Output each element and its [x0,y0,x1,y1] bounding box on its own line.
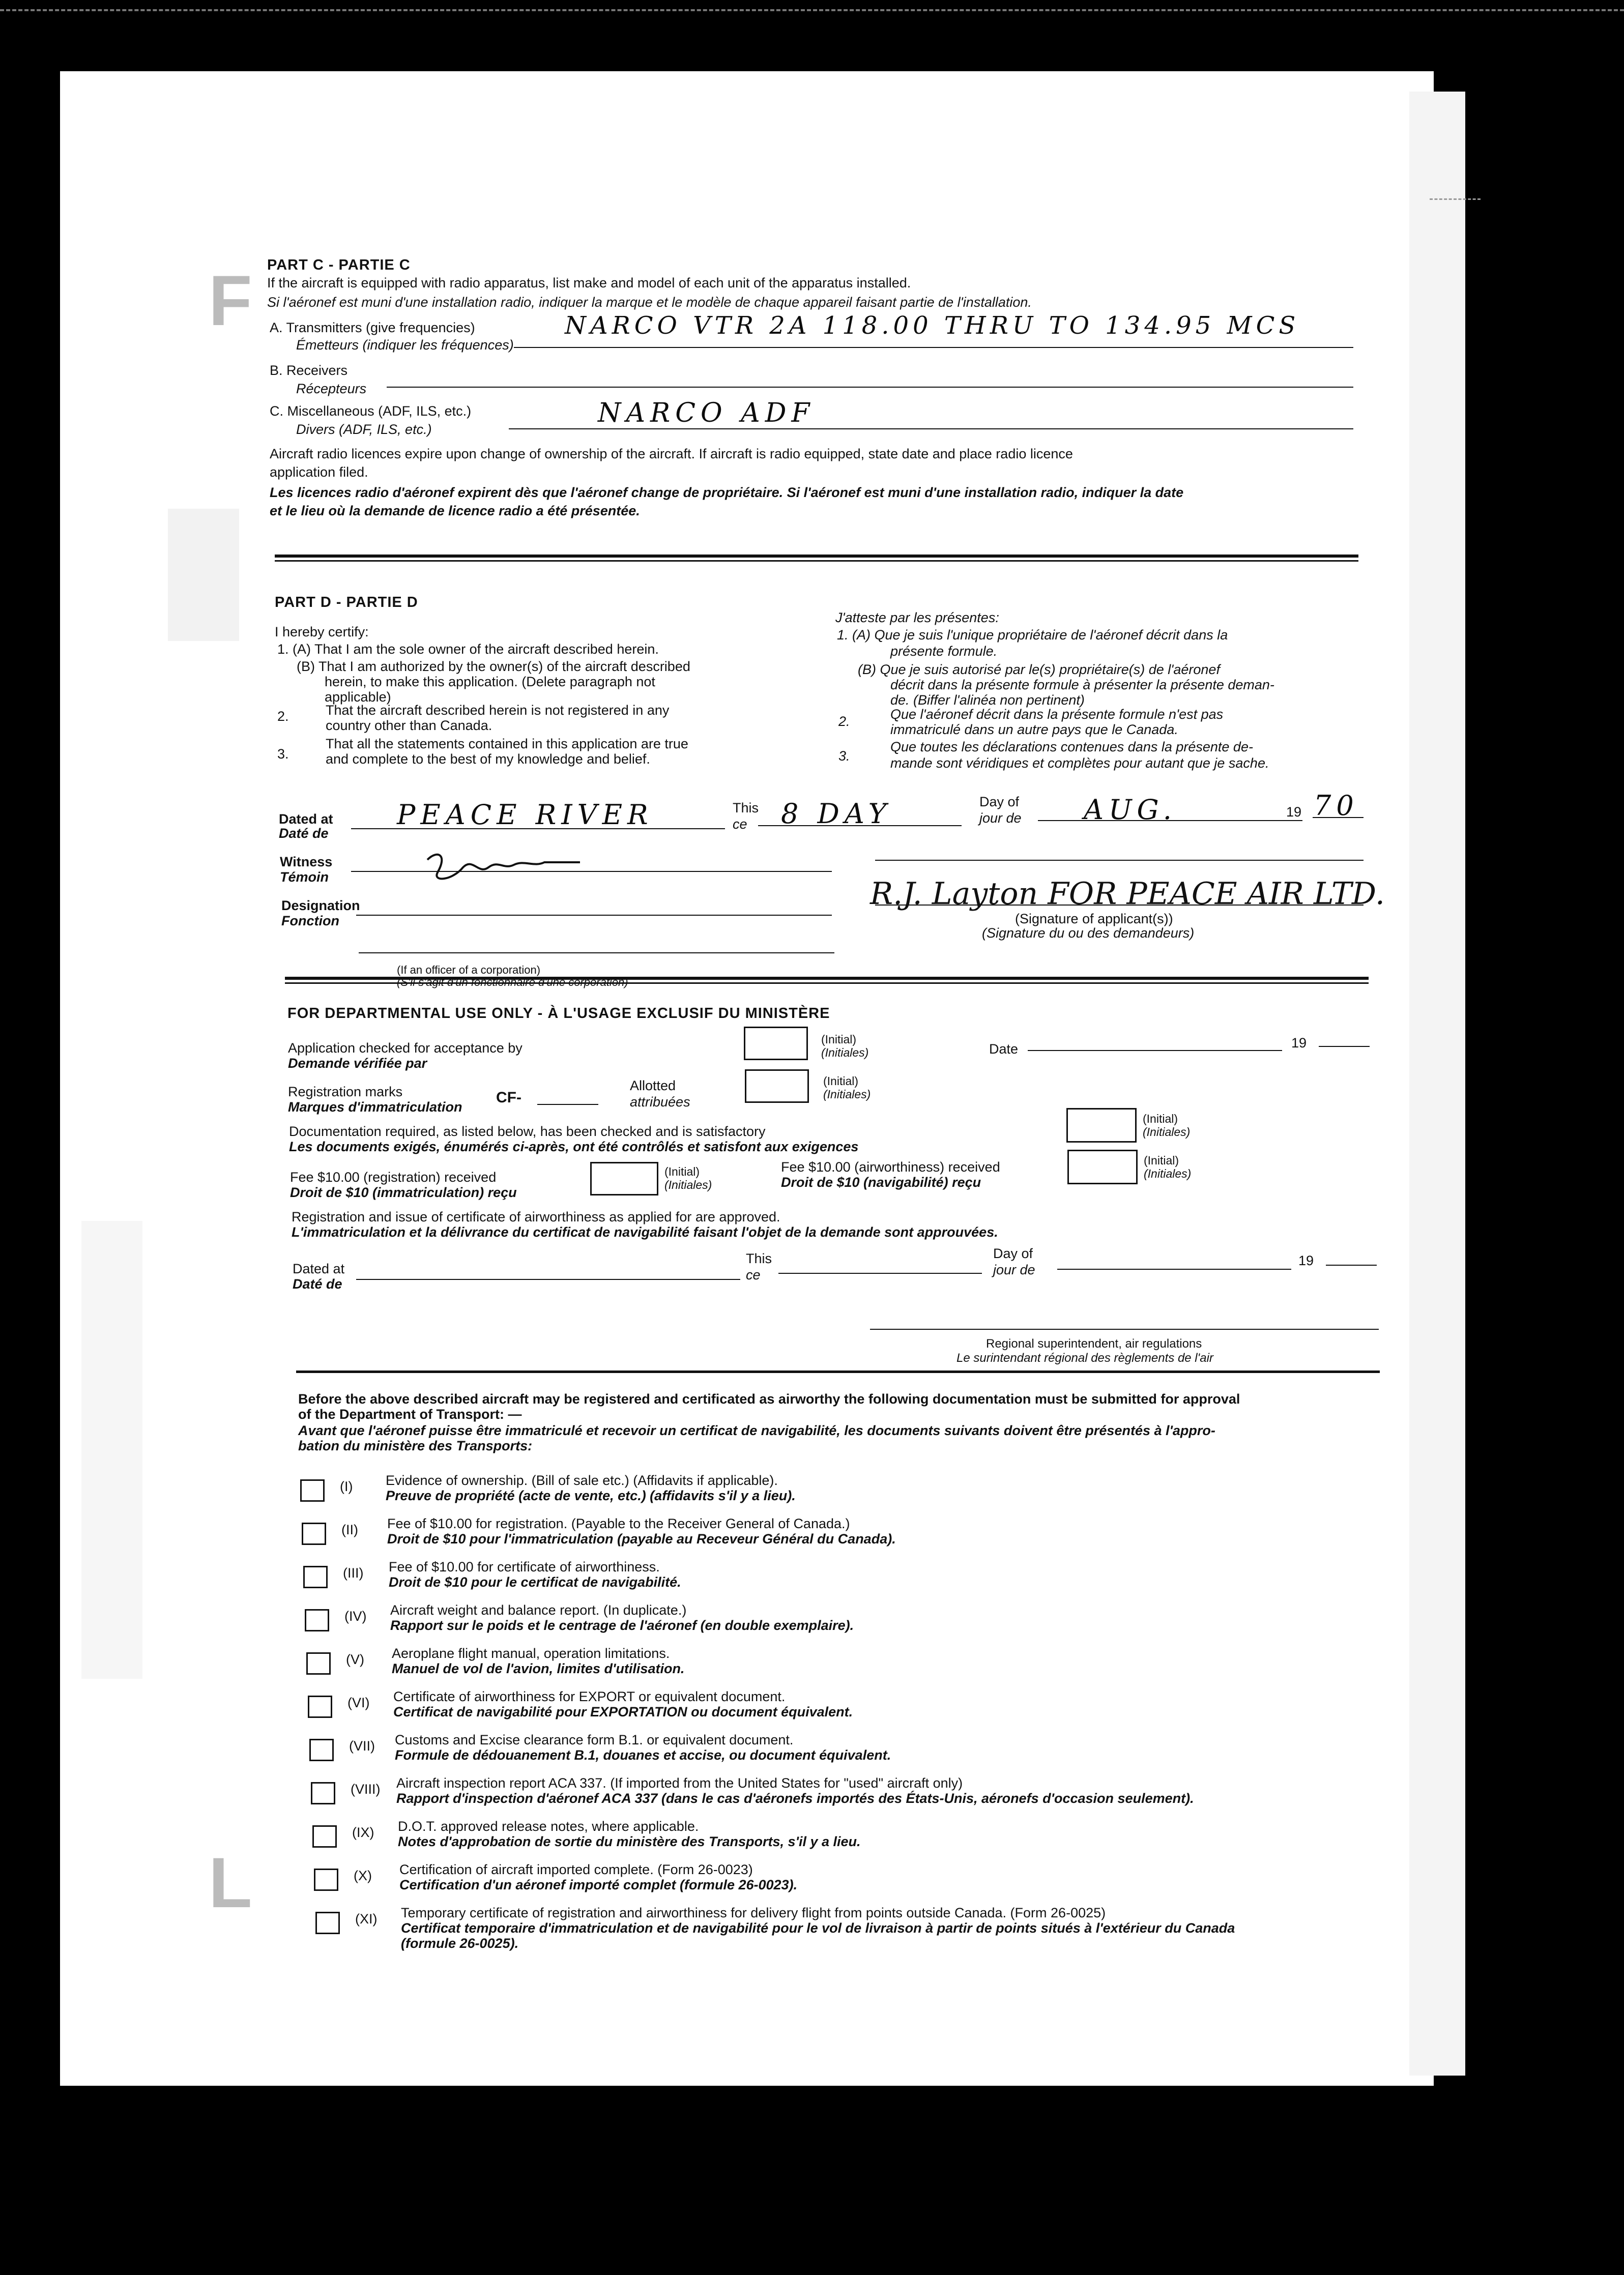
dated-at-label-fr: Daté de [279,826,329,841]
certify-en-1b-3: applicable) [325,689,391,705]
requirement-text-fr: Certification d'un aéronef importé complet (formule 26-0023). [399,1877,798,1892]
reg-issue-label-fr: L'immatriculation et la délivrance du certificat de navigabilité faisant l'objet de la demande sont approuvées. [292,1224,998,1240]
day-of-label: Day of [979,794,1020,809]
fee-reg-label-fr: Droit de $10 (immatriculation) reçu [290,1185,517,1200]
misc-label: C. Miscellaneous (ADF, ILS, etc.) [270,403,472,419]
fee-reg-initial-box[interactable] [590,1162,658,1195]
requirement-number: (I) [340,1479,353,1494]
dated-at-value[interactable]: PEACE RIVER [397,799,653,831]
requirement-number: (V) [346,1652,364,1667]
date-year-prefix: 19 [1291,1035,1307,1051]
requirement-text-fr: Certificat temporaire d'immatriculation et de navigabilité pour le vol de livraison à partir de points situés à l'extérieur du Canada [401,1920,1235,1936]
signature-label-fr: (Signature du ou des demandeurs) [982,925,1195,941]
section-divider [285,977,1369,984]
this-line [758,825,962,826]
certify-fr-2-num: 2. [838,714,850,729]
requirement-text-en: Evidence of ownership. (Bill of sale etc.) (Affidavits if applicable). [386,1473,778,1488]
requirement-text-fr: Notes d'approbation de sortie du ministère des Transports, s'il y a lieu. [398,1834,861,1849]
witness-label-fr: Témoin [280,869,329,885]
certify-fr-1a-2: présente formule. [890,644,998,659]
certify-en-2-2: country other than Canada. [326,718,492,733]
signature-label: (Signature of applicant(s)) [1015,911,1173,926]
requirement-checkbox[interactable] [315,1912,340,1934]
misc-label-fr: Divers (ADF, ILS, etc.) [296,422,432,437]
app-checked-initial-box[interactable] [744,1027,808,1060]
requirement-text-en: Fee of $10.00 for registration. (Payable to the Receiver General of Canada.) [387,1516,850,1531]
certify-fr-1a-1: 1. (A) Que je suis l'unique propriétaire de l'aéronef décrit dans la [837,627,1228,643]
initial-label-fr: (Initiales) [823,1088,871,1101]
this-label: This [733,800,759,815]
requirement-text-en: Fee of $10.00 for certificate of airworthiness. [389,1559,660,1574]
requirement-text-en: Certificate of airworthiness for EXPORT or equivalent document. [393,1689,786,1704]
part-d-title: PART D - PARTIE D [275,594,418,610]
dept-this-line[interactable] [778,1273,982,1274]
certify-en-1a: 1. (A) That I am the sole owner of the aircraft described herein. [277,641,659,657]
misc-line [509,428,1353,429]
designation-label: Designation [281,898,360,913]
date-line [1028,1050,1282,1051]
dept-year-line[interactable] [1326,1265,1377,1266]
certify-fr-2-1: Que l'aéronef décrit dans la présente formule n'est pas [890,707,1224,722]
underlying-page-edge [1409,92,1465,2076]
certify-en-2-num: 2. [277,709,289,724]
requirement-checkbox[interactable] [302,1523,326,1545]
requirement-checkbox[interactable] [303,1566,328,1588]
transmitters-value[interactable]: NARCO VTR 2A 118.00 THRU TO 134.95 MCS [565,311,1300,340]
this-label-fr: ce [733,816,747,832]
witness-label: Witness [280,854,333,869]
receivers-label: B. Receivers [270,363,348,378]
licence-note-en-2: application filed. [270,464,368,480]
signature-line [875,905,1364,906]
requirement-number: (XI) [355,1911,378,1927]
doc-required-initial-box[interactable] [1066,1108,1137,1143]
designation-line [356,915,832,916]
day-of-value[interactable]: AUG. [1084,794,1177,826]
regional-label: Regional superintendent, air regulations [986,1337,1202,1351]
dated-at-label: Dated at [279,811,333,827]
requirement-checkbox[interactable] [305,1609,329,1631]
this-value[interactable]: 8 DAY [781,798,892,830]
allotted-label: Allotted [630,1078,676,1093]
app-checked-label: Application checked for acceptance by [288,1040,523,1056]
initial-label: (Initial) [1144,1154,1179,1167]
requirement-checkbox[interactable] [314,1869,338,1891]
requirements-intro-fr-1: Avant que l'aéronef puisse être immatriculé et recevoir un certificat de navigabilité, les documents suivants doivent être présentés à l'appro- [298,1423,1215,1438]
dept-dated-at-label: Dated at [293,1261,345,1276]
regional-signature-line[interactable] [870,1329,1379,1330]
certify-fr-3-1: Que toutes les déclarations contenues dans la présente de- [890,739,1253,754]
requirement-number: (IX) [352,1825,374,1840]
requirement-checkbox[interactable] [312,1825,337,1848]
scan-top-edge [0,9,1624,11]
part-c-title: PART C - PARTIE C [267,257,411,273]
requirement-text-en: D.O.T. approved release notes, where applicable. [398,1819,699,1834]
fee-air-label-fr: Droit de $10 (navigabilité) reçu [781,1175,981,1190]
part-c-intro-fr: Si l'aéronef est muni d'une installation radio, indiquer la marque et le modèle de chaque appareil faisant partie de l'installation. [267,295,1032,310]
initial-label-fr: (Initiales) [1144,1167,1192,1180]
certify-en-2-1: That the aircraft described herein is not registered in any [326,703,670,718]
receivers-line [387,387,1353,388]
requirement-checkbox[interactable] [308,1696,332,1718]
regional-label-fr: Le surintendant régional des règlements de l'air [956,1351,1213,1365]
certify-en: I hereby certify: [275,624,369,639]
designation-label-fr: Fonction [281,913,339,928]
dept-dated-at-line[interactable] [356,1279,740,1280]
transmitters-label-fr: Émetteurs (indiquer les fréquences) [296,337,514,353]
witness-line [351,871,832,872]
dept-day-of-line[interactable] [1057,1269,1291,1270]
certify-fr: J'atteste par les présentes: [835,610,999,625]
requirement-text-en: Aeroplane flight manual, operation limitations. [392,1646,670,1661]
certify-en-1b-2: herein, to make this application. (Delete paragraph not [325,674,655,689]
requirement-text-fr: Droit de $10 pour l'immatriculation (payable au Receveur Général du Canada). [387,1531,896,1547]
requirements-intro-en-2: of the Department of Transport: — [298,1407,522,1422]
transmitters-label: A. Transmitters (give frequencies) [270,320,475,335]
requirement-text-en: Aircraft inspection report ACA 337. (If imported from the United States for "used" aircraft only) [396,1775,963,1791]
requirement-text-fr-cont: (formule 26-0025). [401,1936,519,1951]
fee-air-initial-box[interactable] [1067,1150,1138,1184]
initial-label-fr: (Initiales) [821,1046,869,1059]
requirement-checkbox[interactable] [306,1652,331,1675]
requirement-text-fr: Certificat de navigabilité pour EXPORTATION ou document équivalent. [393,1704,853,1719]
certify-fr-1b-1: (B) Que je suis autorisé par le(s) propriétaire(s) de l'aéronef [858,662,1220,677]
dept-dated-at-label-fr: Daté de [293,1276,342,1292]
year-prefix: 19 [1286,804,1302,820]
officer-note-fr: (S'il s'agit d'un fonctionnaire d'une corporation) [397,976,628,988]
certify-fr-3-2: mande sont véridiques et complètes pour autant que je sache. [890,755,1269,771]
scan-mark [1430,198,1481,200]
year-value[interactable]: 70 [1314,790,1359,822]
initial-label-fr: (Initiales) [1143,1125,1191,1139]
requirement-text-fr: Manuel de vol de l'avion, limites d'utilisation. [392,1661,685,1676]
witness-signature[interactable] [417,844,590,890]
dept-this-label: This [746,1251,772,1266]
officer-line [359,952,834,953]
initial-label-fr: (Initiales) [664,1178,712,1191]
fee-air-label: Fee $10.00 (airworthiness) received [781,1159,1000,1175]
requirement-text-fr: Formule de dédouanement B.1, douanes et accise, ou document équivalent. [395,1747,891,1763]
section-divider [296,1370,1380,1373]
initial-label: (Initial) [664,1165,700,1178]
requirement-number: (II) [341,1522,358,1537]
reg-issue-label: Registration and issue of certificate of airworthiness as applied for are approved. [292,1209,780,1224]
requirement-number: (IV) [344,1609,367,1624]
certify-fr-2-2: immatriculé dans un autre pays que le Canada. [890,722,1178,737]
allotted-initial-box[interactable] [745,1069,809,1103]
requirement-number: (VII) [349,1738,375,1754]
receivers-label-fr: Récepteurs [296,381,367,396]
requirement-text-fr: Droit de $10 pour le certificat de navigabilité. [389,1574,681,1590]
allotted-label-fr: attribuées [630,1094,690,1110]
requirement-checkbox[interactable] [311,1782,335,1804]
applicant-signature[interactable]: R.J. Layton FOR PEACE AIR LTD. [870,876,1385,912]
certify-en-1b-1: (B) That I am authorized by the owner(s) of the aircraft described [297,659,690,674]
requirement-number: (VI) [347,1695,370,1710]
reg-marks-label: Registration marks [288,1084,403,1099]
app-checked-label-fr: Demande vérifiée par [288,1056,427,1071]
dated-at-line [351,828,725,829]
requirement-checkbox[interactable] [309,1739,334,1761]
day-of-line [1038,820,1302,821]
section-divider [275,555,1358,562]
misc-value[interactable]: NARCO ADF [598,398,815,428]
date-label: Date [989,1041,1019,1057]
reg-marks-label-fr: Marques d'immatriculation [288,1099,462,1115]
initial-label: (Initial) [821,1033,857,1046]
day-of-label-fr: jour de [979,810,1022,826]
requirements-intro-en-1: Before the above described aircraft may be registered and certificated as airworthy the following documentation must be submitted for approval [298,1391,1240,1407]
margin-mark: F [209,260,252,340]
licence-note-fr-2: et le lieu où la demande de licence radio a été présentée. [270,503,640,518]
cf-prefix: CF- [496,1089,521,1106]
date-year-line [1319,1046,1370,1047]
requirement-text-en: Certification of aircraft imported complete. (Form 26-0023) [399,1862,753,1877]
scan-smudge [81,1221,142,1679]
doc-required-label-fr: Les documents exigés, énumérés ci-après, ont été contrôlés et satisfont aux exigences [289,1139,859,1154]
initial-label: (Initial) [823,1074,859,1088]
dept-title: FOR DEPARTMENTAL USE ONLY - À L'USAGE EXCLUSIF DU MINISTÈRE [287,1005,830,1022]
certify-fr-3-num: 3. [838,748,850,764]
dept-day-of-label: Day of [993,1246,1033,1261]
licence-note-fr-1: Les licences radio d'aéronef expirent dès que l'aéronef change de propriétaire. Si l'aéronef est muni d'une installation radio, indiquer la date [270,485,1184,500]
requirement-text-en: Temporary certificate of registration and airworthiness for delivery flight from points outside Canada. (Form 26-0025) [401,1905,1106,1920]
requirements-intro-fr-2: bation du ministère des Transports: [298,1438,533,1453]
licence-note-en-1: Aircraft radio licences expire upon change of ownership of the aircraft. If aircraft is radio equipped, state date and place radio licence [270,446,1073,461]
transmitters-line [514,347,1353,348]
requirement-text-en: Aircraft weight and balance report. (In duplicate.) [390,1602,687,1618]
margin-mark: L [209,1843,252,1922]
requirement-text-fr: Preuve de propriété (acte de vente, etc.) (affidavits s'il y a lieu). [386,1488,796,1503]
requirement-text-fr: Rapport d'inspection d'aéronef ACA 337 (dans le cas d'aéronefs importés des États-Unis, aéronefs d'occasion seulement). [396,1791,1194,1806]
requirement-checkbox[interactable] [300,1479,325,1502]
dept-this-label-fr: ce [746,1267,761,1282]
certify-en-3-1: That all the statements contained in this application are true [326,736,688,751]
year-line [1313,817,1364,818]
signature-top-line [875,860,1364,861]
requirement-number: (VIII) [351,1782,381,1797]
certify-fr-1b-3: de. (Biffer l'alinéa non pertinent) [890,692,1085,708]
requirement-text-fr: Rapport sur le poids et le centrage de l'aéronef (en double exemplaire). [390,1618,854,1633]
scan-smudge [168,509,239,641]
reg-marks-line[interactable] [537,1104,598,1105]
certify-en-3-2: and complete to the best of my knowledge and belief. [326,751,650,767]
requirement-text-en: Customs and Excise clearance form B.1. or equivalent document. [395,1732,794,1747]
requirement-number: (III) [343,1565,364,1581]
officer-note: (If an officer of a corporation) [397,964,541,976]
dept-day-of-label-fr: jour de [993,1262,1035,1277]
part-c-intro-en: If the aircraft is equipped with radio apparatus, list make and model of each unit of the apparatus installed. [267,275,911,290]
certify-en-3-num: 3. [277,746,289,762]
dept-year-prefix: 19 [1298,1253,1314,1268]
certify-fr-1b-2: décrit dans la présente formule à présenter la présente deman- [890,677,1274,692]
doc-required-label: Documentation required, as listed below, has been checked and is satisfactory [289,1124,766,1139]
initial-label: (Initial) [1143,1112,1178,1125]
fee-reg-label: Fee $10.00 (registration) received [290,1170,497,1185]
requirement-number: (X) [354,1868,372,1883]
